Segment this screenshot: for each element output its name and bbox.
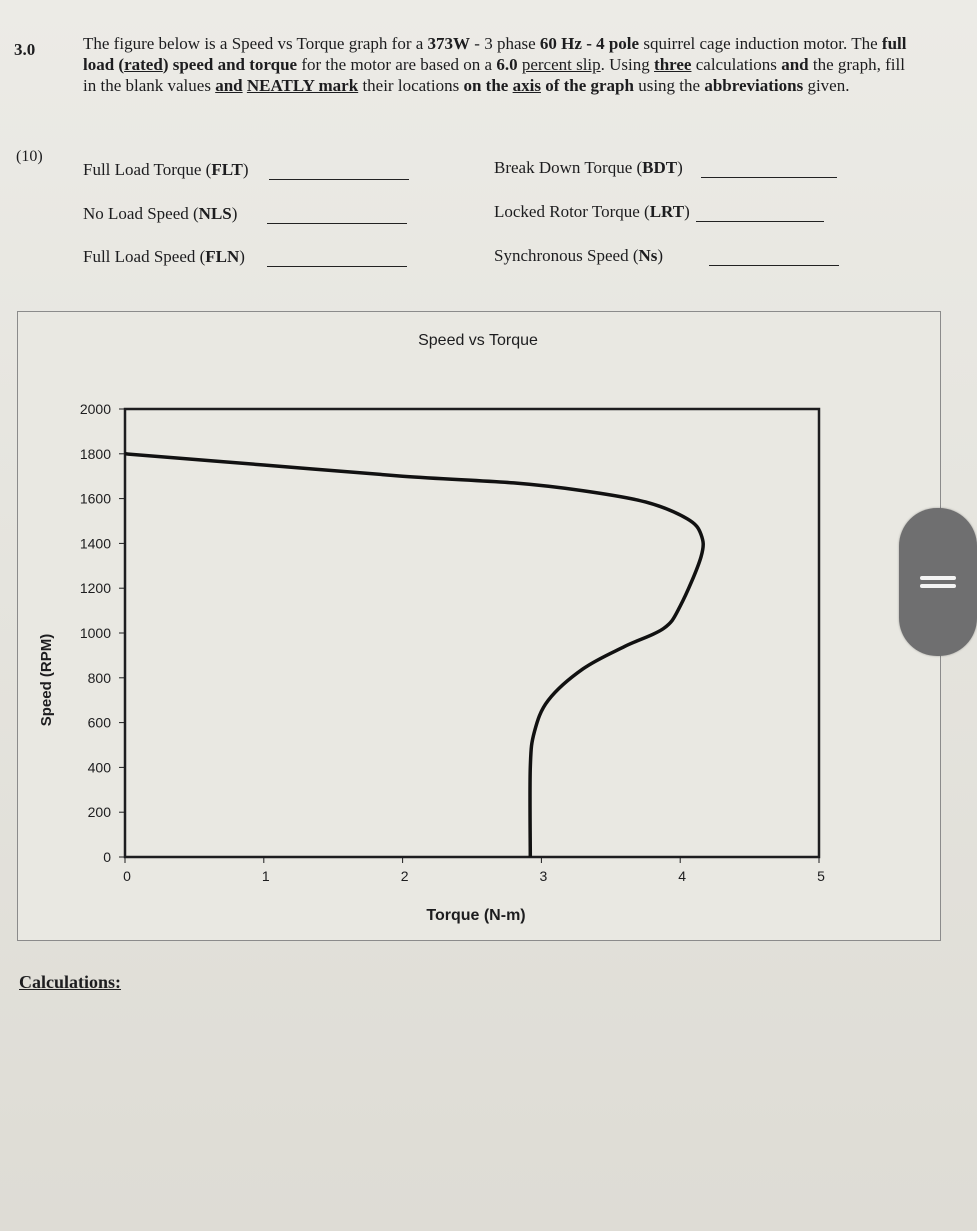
- x-tick-label: 1: [261, 868, 270, 884]
- scroll-handle-icon[interactable]: [899, 508, 977, 656]
- blank-synchronous-speed: [494, 246, 839, 266]
- answer-line-ns[interactable]: [709, 247, 839, 266]
- prompt-segment: and: [215, 76, 243, 95]
- prompt-segment: - 3 phase: [470, 34, 540, 53]
- prompt-segment: 60 Hz - 4 pole: [539, 34, 640, 53]
- blank-abbr: Ns: [638, 246, 658, 265]
- prompt-segment: calculations: [691, 55, 782, 74]
- prompt-segment: squirrel cage induction motor. The: [639, 34, 882, 53]
- blank-label: Synchronous Speed (: [494, 246, 639, 265]
- prompt-segment: full load (: [83, 34, 907, 74]
- y-tick-label: 600: [87, 714, 111, 731]
- x-axis-label: Torque (N-m): [426, 907, 526, 924]
- chart-title: Speed vs Torque: [418, 332, 538, 349]
- answer-blanks: [83, 158, 913, 278]
- blank-paren: ): [242, 160, 249, 179]
- prompt-segment: ) speed and torque: [162, 55, 298, 74]
- blank-label: No Load Speed (: [83, 204, 199, 223]
- prompt-segment: axis: [512, 76, 541, 95]
- x-tick-label: 3: [539, 868, 548, 884]
- blank-locked-rotor-torque: [494, 202, 824, 222]
- y-tick-label: 1800: [79, 445, 111, 462]
- prompt-segment: and: [781, 55, 809, 74]
- y-tick-label: 1600: [79, 490, 111, 507]
- blank-paren: ): [239, 247, 245, 266]
- blank-label: Full Load Speed (: [83, 247, 206, 266]
- prompt-segment: on the: [463, 76, 513, 95]
- answer-line-nls[interactable]: [267, 205, 407, 224]
- speed-torque-chart: [17, 311, 941, 941]
- answer-line-flt[interactable]: [269, 161, 409, 180]
- blank-break-down-torque: [494, 158, 837, 178]
- answer-line-fln[interactable]: [267, 248, 407, 267]
- answer-line-bdt[interactable]: [701, 159, 837, 178]
- y-tick-label: 1000: [79, 625, 111, 641]
- blank-abbr: NLS: [198, 204, 232, 223]
- y-tick-label: 200: [87, 804, 111, 821]
- question-number: 3.0: [14, 40, 36, 59]
- question-prompt: [83, 33, 913, 96]
- prompt-segment: of the graph: [540, 76, 634, 95]
- y-tick-label: 800: [87, 669, 111, 686]
- y-tick-label: 2000: [79, 401, 111, 417]
- prompt-segment: their locations: [358, 76, 464, 95]
- question-points: (10): [16, 148, 43, 165]
- blank-label: Break Down Torque (: [494, 158, 643, 177]
- prompt-segment: The figure below is a Speed vs Torque graph for a: [83, 34, 428, 53]
- prompt-segment: . Using: [600, 55, 655, 74]
- blank-label: Full Load Torque (: [83, 160, 212, 179]
- blank-paren: ): [231, 204, 238, 223]
- blank-abbr: BDT: [642, 158, 678, 177]
- y-axis-label: Speed (RPM): [38, 633, 55, 727]
- prompt-segment: 6.0: [496, 55, 518, 74]
- y-tick-label: 400: [87, 759, 111, 776]
- prompt-segment: given.: [803, 76, 850, 95]
- answer-line-lrt[interactable]: [696, 203, 824, 222]
- prompt-segment: abbreviations: [704, 76, 804, 95]
- chart-canvas: [18, 312, 940, 940]
- prompt-segment: percent slip: [521, 55, 601, 74]
- blank-paren: ): [677, 158, 683, 177]
- prompt-segment: 373W: [427, 34, 471, 53]
- blank-abbr: LRT: [649, 202, 685, 221]
- x-tick-label: 2: [400, 868, 409, 884]
- calculations-heading: Calculations:: [19, 972, 122, 992]
- prompt-segment: rated: [124, 55, 163, 74]
- blank-full-load-speed: [83, 247, 407, 267]
- plot-area: [80, 401, 825, 884]
- y-tick-label: 0: [103, 849, 111, 865]
- blank-full-load-torque: [83, 160, 409, 180]
- blank-label: Locked Rotor Torque (: [494, 202, 650, 221]
- y-tick-label: 1200: [79, 580, 111, 597]
- blank-paren: ): [657, 246, 664, 265]
- blank-no-load-speed: [83, 204, 407, 224]
- prompt-segment: NEATLY mark: [246, 76, 359, 95]
- blank-abbr: FLN: [205, 247, 240, 266]
- blank-paren: ): [684, 202, 690, 221]
- x-tick-label: 0: [123, 868, 131, 884]
- plot-border: [125, 409, 819, 857]
- prompt-segment: three: [654, 55, 692, 74]
- x-tick-label: 5: [817, 868, 825, 884]
- blank-abbr: FLT: [211, 160, 243, 179]
- prompt-segment: using the: [633, 76, 705, 95]
- prompt-segment: for the motor are based on a: [297, 55, 497, 74]
- y-tick-label: 1400: [79, 535, 111, 552]
- prompt-segment: the graph, fill in the blank values: [83, 55, 905, 95]
- speed-torque-curve: [125, 454, 703, 857]
- x-tick-label: 4: [678, 868, 687, 884]
